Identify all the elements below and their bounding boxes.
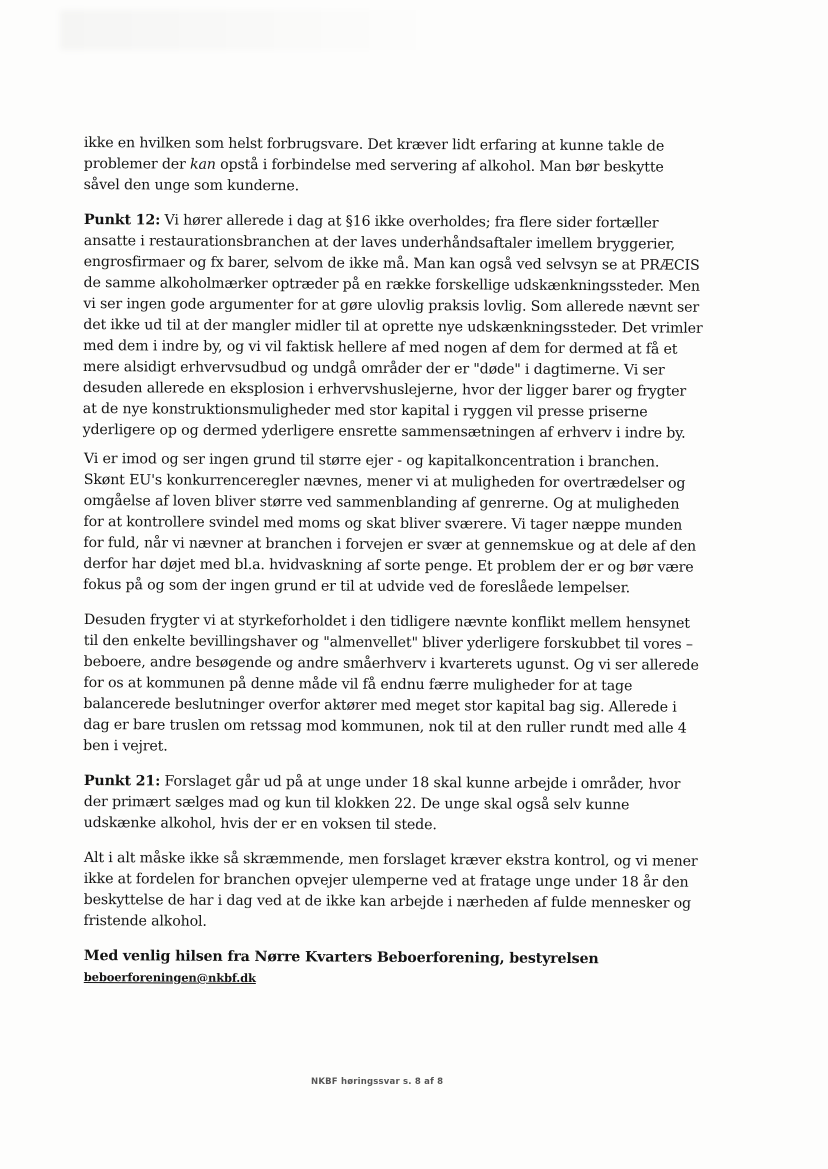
signature-line: Med venlig hilsen fra Nørre Kvarters Beboerforening, bestyrelsen	[83, 947, 599, 968]
paragraph-punkt-21	[84, 771, 704, 838]
document-body	[84, 133, 704, 988]
email-link[interactable]: beboerforeningen@nkbf.dk	[83, 969, 256, 986]
scan-artifact	[60, 10, 440, 50]
punkt-21-text: Forslaget går ud på at unge under 18 skal kunne arbejde i områder, hvor der primært sælges mad og kun til klokken 22. De unge skal også selv kunne udskænke alkohol, hvis der er en voksen til stede.	[83, 773, 681, 834]
punkt-12-label: Punkt 12:	[83, 211, 161, 229]
paragraph-intro-text: ikke en hvilken som helst forbrugsvare. Det kræver lidt erfaring at kunne takle de problemer der	[83, 134, 665, 173]
punkt-21-label: Punkt 21:	[83, 772, 161, 790]
punkt-12-text: Vi hører allerede i dag at §16 ikke overholdes; fra flere sider fortæller ansatte i restaurationsbranchen at der laves underhåndsaftaler imellem bryggerier, engrosfirmaer og fx barer, selvom de ikke må. Man kan også ved selvsyn se at PRÆCIS de samme alkoholmærker optræder på en række forskellige udskænkningssteder. Men vi ser ingen gode argumenter for at gøre ulovlig praksis lovlig. Som allerede nævnt ser det ikke ud til at der mangler midler til at oprette nye udskænkningssteder. Det vrimler med dem i indre by, og vi vil faktisk hellere af med nogen af dem for dermed at få et mere alsidigt erhvervsudbud og undgå områder der er "døde" i dagtimerne. Vi ser desuden allerede en eksplosion i erhvervshuslejerne, hvor der ligger barer og frygter at de nye konstruktionsmuligheder med stor kapital i ryggen vil presse priserne yderligere op og dermed yderligere ensrette sammensætningen af erhverv i indre by.	[82, 212, 703, 442]
page-footer: NKBF høringssvar s. 8 af 8	[311, 1077, 444, 1087]
paragraph-kapitalkoncentration: Vi er imod og ser ingen grund til større ejer - og kapitalkoncentration i branchen. Skønt EU's konkurrenceregler nævnes, mener vi at muligheden for overtrædelser og omgåelse af loven bliver større ved sammenblanding af genrerne. Og at muligheden for at kontrollere svindel med moms og skat bliver sværere. Vi tager næppe munden for fuld, når vi nævner at branchen i forvejen er svær at gennemskue og at dele af den derfor har døjet med bl.a. hvidvaskning af sorte penge. Et problem der er og bør være fokus på og som der ingen grund er til at udvide ved de foreslåede lempelser.	[83, 450, 697, 597]
paragraph-punkt-12	[83, 210, 704, 445]
paragraph-intro-rest: opstå i forbindelse med servering af alkohol. Man bør beskytte såvel den unge som kunderne.	[83, 156, 664, 195]
paragraph-styrkeforhold: Desuden frygter vi at styrkeforholdet i den tidligere nævnte konflikt mellem hensynet til den enkelte bevillingshaver og "almenvellet" bliver yderligere forskubbet til vores – beboere, andre besøgende og andre småerhverv i kvarterets ugunst. Og vi ser allerede for os at kommunen på denne måde vil få endnu færre muligheder for at tage balancerede beslutninger overfor aktører med meget stor kapital bag sig. Allerede i dag er bare truslen om retssag mod kommunen, nok til at den ruller rundt med alle 4 ben i vejret.	[83, 612, 699, 755]
signature-block	[84, 946, 704, 992]
emphasis-kan: kan	[189, 156, 216, 173]
paragraph-intro	[84, 133, 704, 200]
paragraph-conclusion: Alt i alt måske ikke så skræmmende, men forslaget kræver ekstra kontrol, og vi mener ikke at fordelen for branchen opvejer ulemperne ved at fratage unge under 18 år den beskyttelse de har i dag ved at de ikke kan arbejde i nærheden af fulde mennesker og fristende alkohol.	[83, 849, 698, 930]
